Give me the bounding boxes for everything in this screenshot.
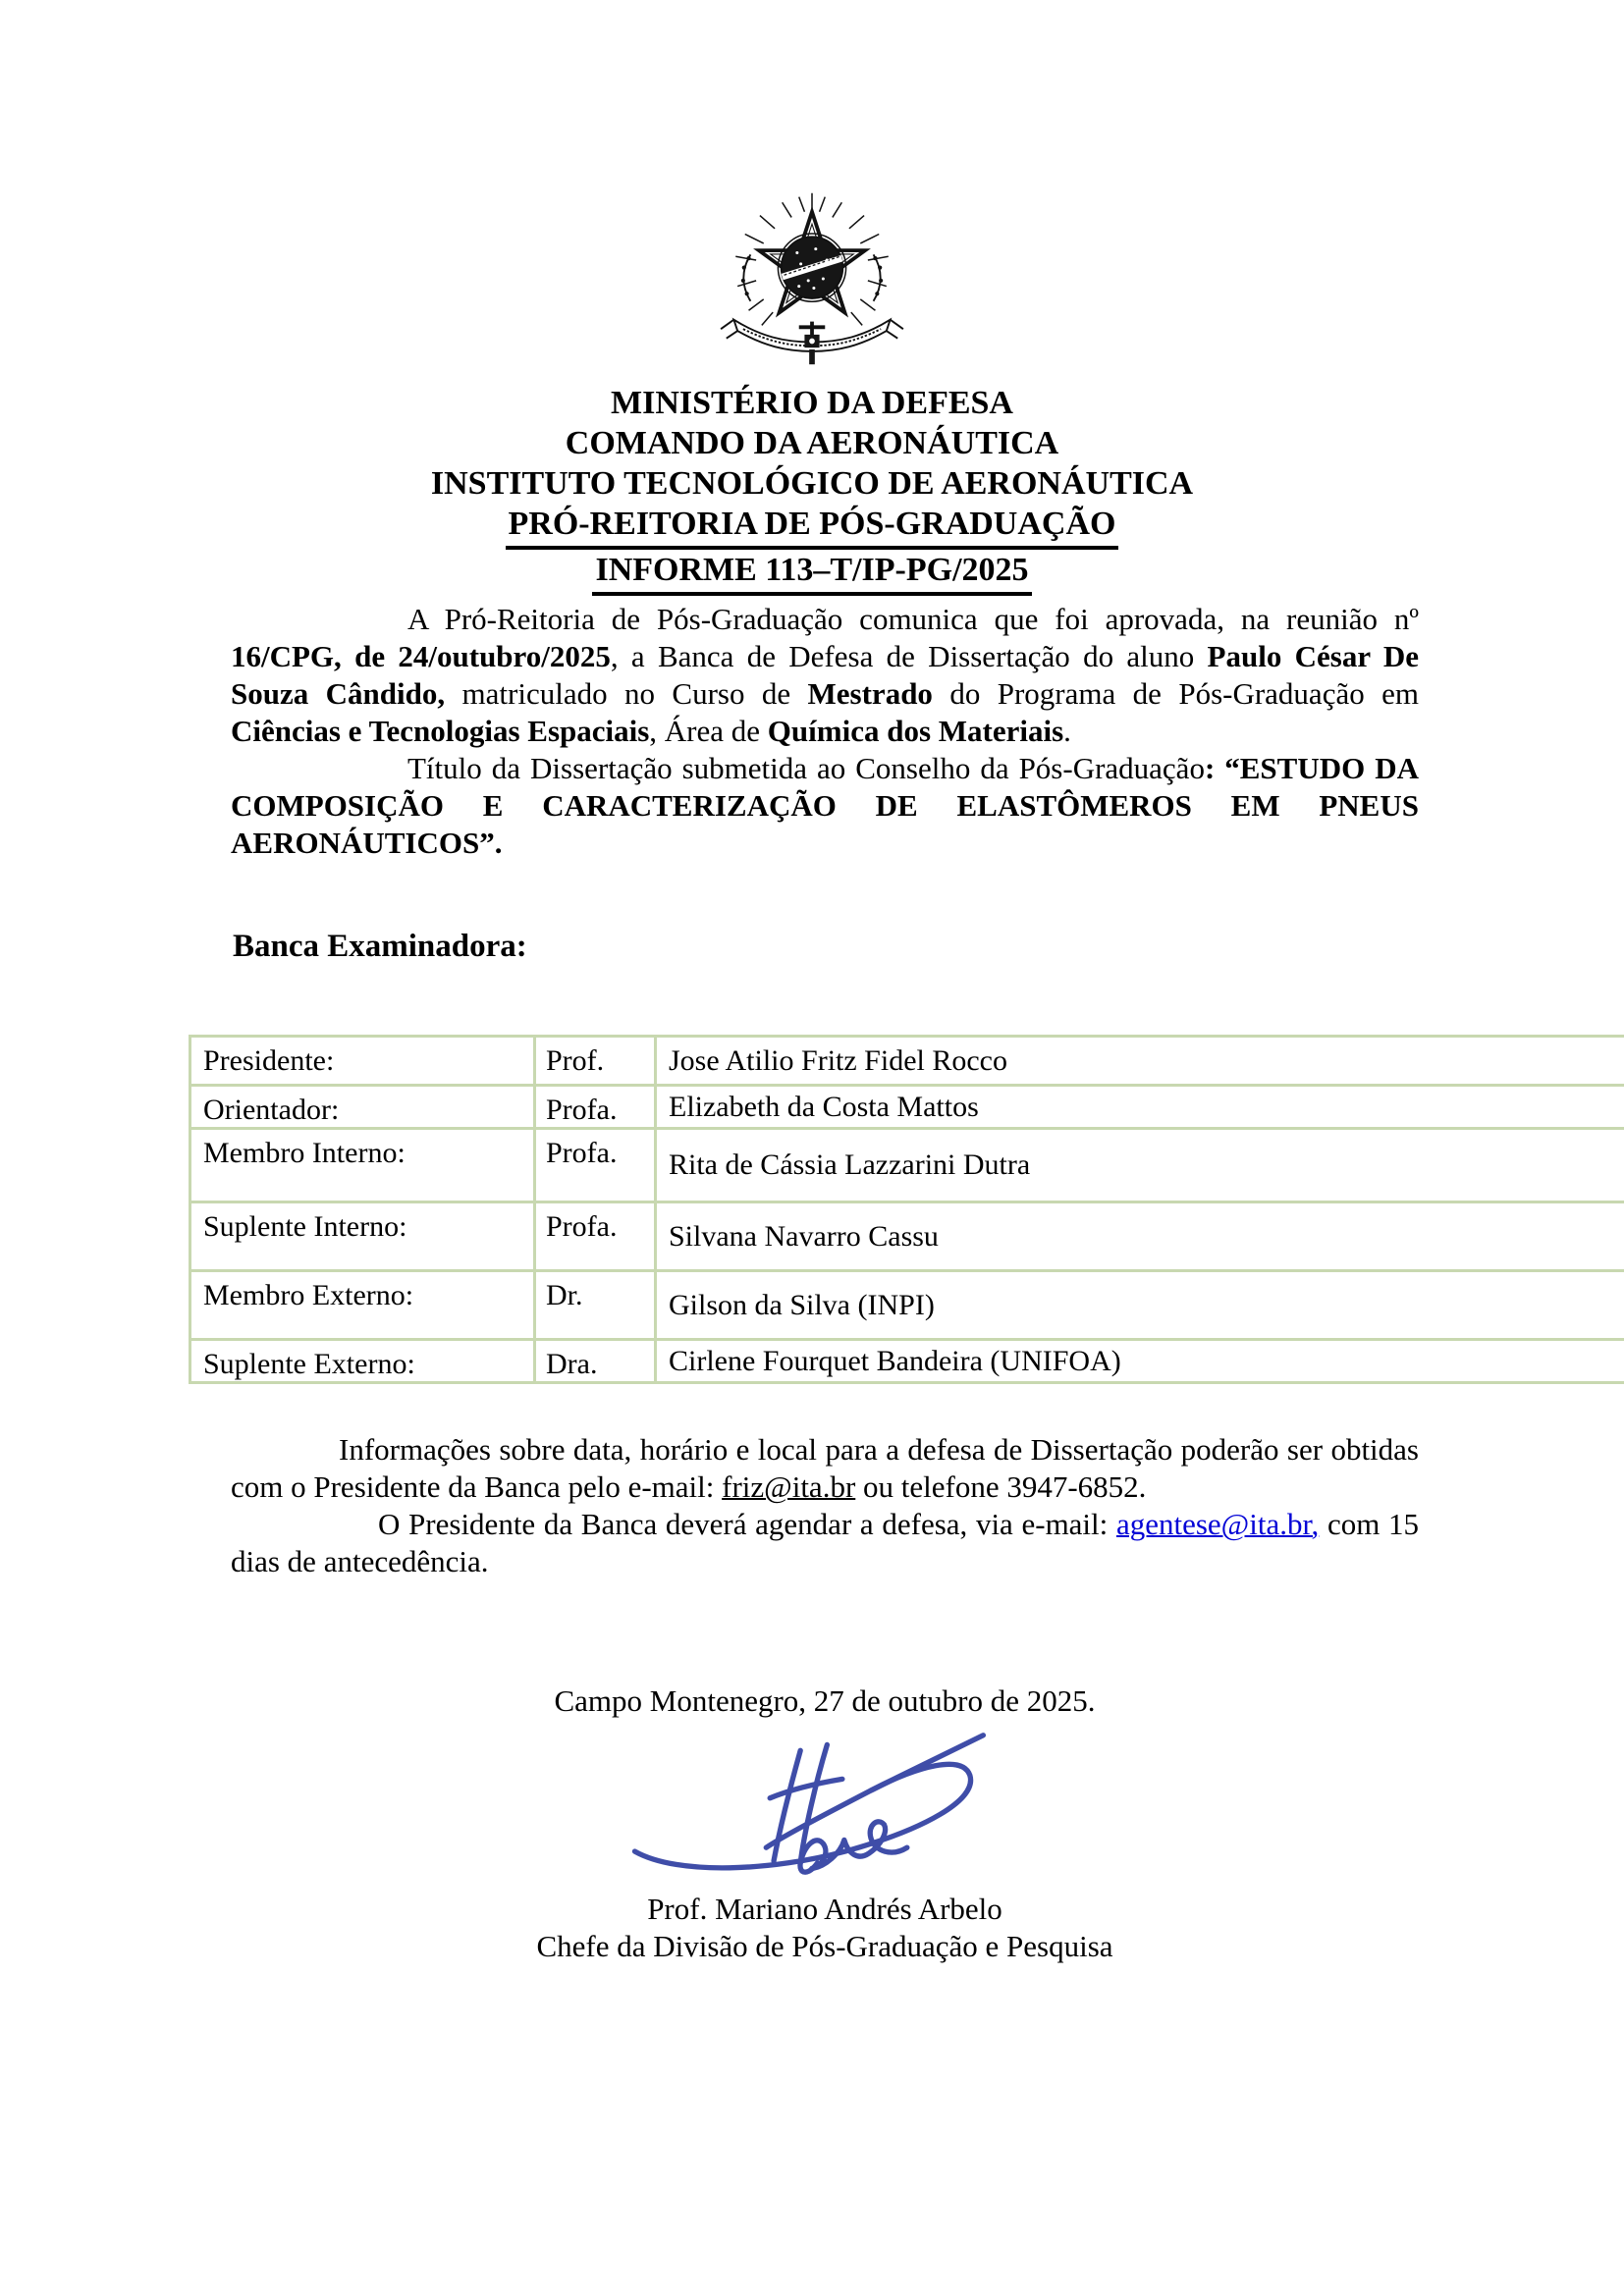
table-row-membro-interno [190,1129,1624,1202]
cell-role: Membro Externo: [190,1271,535,1340]
date-line: Campo Montenegro, 27 de outubro de 2025. [554,1683,1096,1718]
paragraph-scheduling: O Presidente da Banca deverá agendar a defesa, via e-mail: agentese@ita.br, com 15 dias de antecedência. [231,1507,1420,1578]
table-row-membro-externo [190,1271,1624,1340]
cell-role: Orientador: [190,1086,535,1129]
cell-role: Suplente Interno: [190,1202,535,1271]
paragraph-approval: A Pró-Reitoria de Pós-Graduação comunica que foi aprovada, na reunião nº 16/CPG, de 24/outubro/2025, a Banca de Defesa de Dissertação do aluno Paulo César De Souza Cândido, matriculado no Curso de Mestrado do Programa de Pós-Graduação em Ciências e Tecnologias Espaciais, Área de Química dos Materiais. [231,602,1419,748]
table-row-presidente [190,1037,1624,1086]
cell-role: Suplente Externo: [190,1340,535,1383]
crest [0,0,1624,373]
cell-name: Rita de Cássia Lazzarini Dutra [656,1129,1624,1202]
cell-role: Presidente: [190,1037,535,1086]
cell-name: Cirlene Fourquet Bandeira (UNIFOA) [656,1340,1624,1383]
cell-title: Dra. [535,1340,656,1383]
cell-title: Profa. [535,1129,656,1202]
header-institute: INSTITUTO TECNOLÓGICO DE AERONÁUTICA [430,465,1194,502]
table-row-suplente-interno [190,1202,1624,1271]
banca-heading: Banca Examinadora: [233,929,527,964]
email-link-agentese[interactable]: agentese@ita.br, [1115,1507,1320,1541]
cell-title: Prof. [535,1037,656,1086]
banca-table [189,1035,1624,1384]
header-informe-number: INFORME 113–T/IP-PG/2025 [0,550,1624,596]
cell-title: Profa. [535,1086,656,1129]
paragraph-contact-info: Informações sobre data, horário e local para a defesa de Dissertação poderão ser obtidas com o Presidente da Banca pelo e-mail: friz@ita.br ou telefone 3947-6852. [231,1432,1419,1504]
table-row-suplente-externo [190,1340,1624,1383]
cell-role: Membro Interno: [190,1129,535,1202]
cell-title: Profa. [535,1202,656,1271]
cell-name: Silvana Navarro Cassu [656,1202,1624,1271]
signer-name: Prof. Mariano Andrés Arbelo [647,1892,1002,1926]
table-row-orientador [190,1086,1624,1129]
header-command: COMANDO DA AERONÁUTICA [565,425,1059,461]
paragraph-dissertation-title: Título da Dissertação submetida ao Conselho da Pós-Graduação: “ESTUDO DA COMPOSIÇÃO E CARACTERIZAÇÃO DE ELASTÔMEROS EM PNEUS AERONÁUTICOS”. [231,751,1419,860]
header-ministry: MINISTÉRIO DA DEFESA [611,385,1013,421]
cell-title: Dr. [535,1271,656,1340]
document-header [0,383,1624,596]
header-pro-reitoria: PRÓ-REITORIA DE PÓS-GRADUAÇÃO [0,504,1624,550]
cell-name: Gilson da Silva (INPI) [656,1271,1624,1340]
email-link-friz[interactable]: friz@ita.br [722,1469,856,1504]
signature [616,1728,999,1885]
handwritten-signature-icon [616,1728,999,1885]
cell-name: Jose Atilio Fritz Fidel Rocco [656,1037,1624,1086]
cell-name: Elizabeth da Costa Mattos [656,1086,1624,1129]
brazil-coat-of-arms-icon [716,189,908,368]
signer-title: Chefe da Divisão de Pós-Graduação e Pesquisa [536,1929,1113,1963]
